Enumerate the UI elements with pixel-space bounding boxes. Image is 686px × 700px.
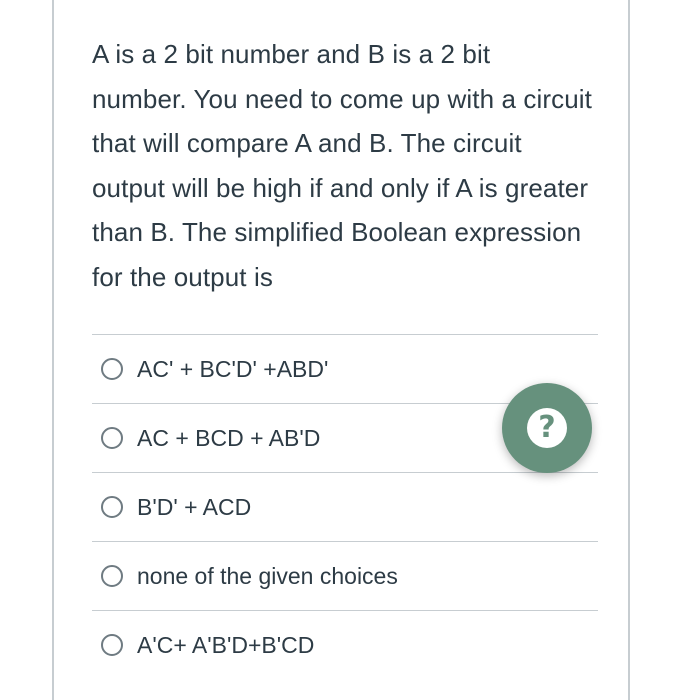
quiz-question-card	[52, 0, 630, 700]
help-button[interactable]	[502, 383, 592, 473]
question-text: A is a 2 bit number and B is a 2 bit number. You need to come up with a circuit that will compare A and B. The circuit output will be high if and only if A is greater than B. The simplified Boolean expression for the output is	[92, 39, 592, 292]
radio-button-icon[interactable]	[101, 565, 123, 587]
answer-label: A'C+ A'B'D+B'CD	[137, 631, 315, 658]
radio-button-icon[interactable]	[101, 427, 123, 449]
answer-label: AC' + BC'D' +ABD'	[137, 355, 329, 382]
answer-list	[92, 334, 598, 679]
radio-button-icon[interactable]	[101, 634, 123, 656]
answer-option-3[interactable]	[92, 472, 598, 541]
answer-option-5[interactable]	[92, 610, 598, 679]
radio-button-icon[interactable]	[101, 496, 123, 518]
answer-label: none of the given choices	[137, 562, 398, 589]
answer-option-4[interactable]	[92, 541, 598, 610]
question-mark-icon: ?	[527, 408, 567, 448]
answer-label: B'D' + ACD	[137, 493, 252, 520]
answer-label: AC + BCD + AB'D	[137, 424, 321, 451]
radio-button-icon[interactable]	[101, 358, 123, 380]
